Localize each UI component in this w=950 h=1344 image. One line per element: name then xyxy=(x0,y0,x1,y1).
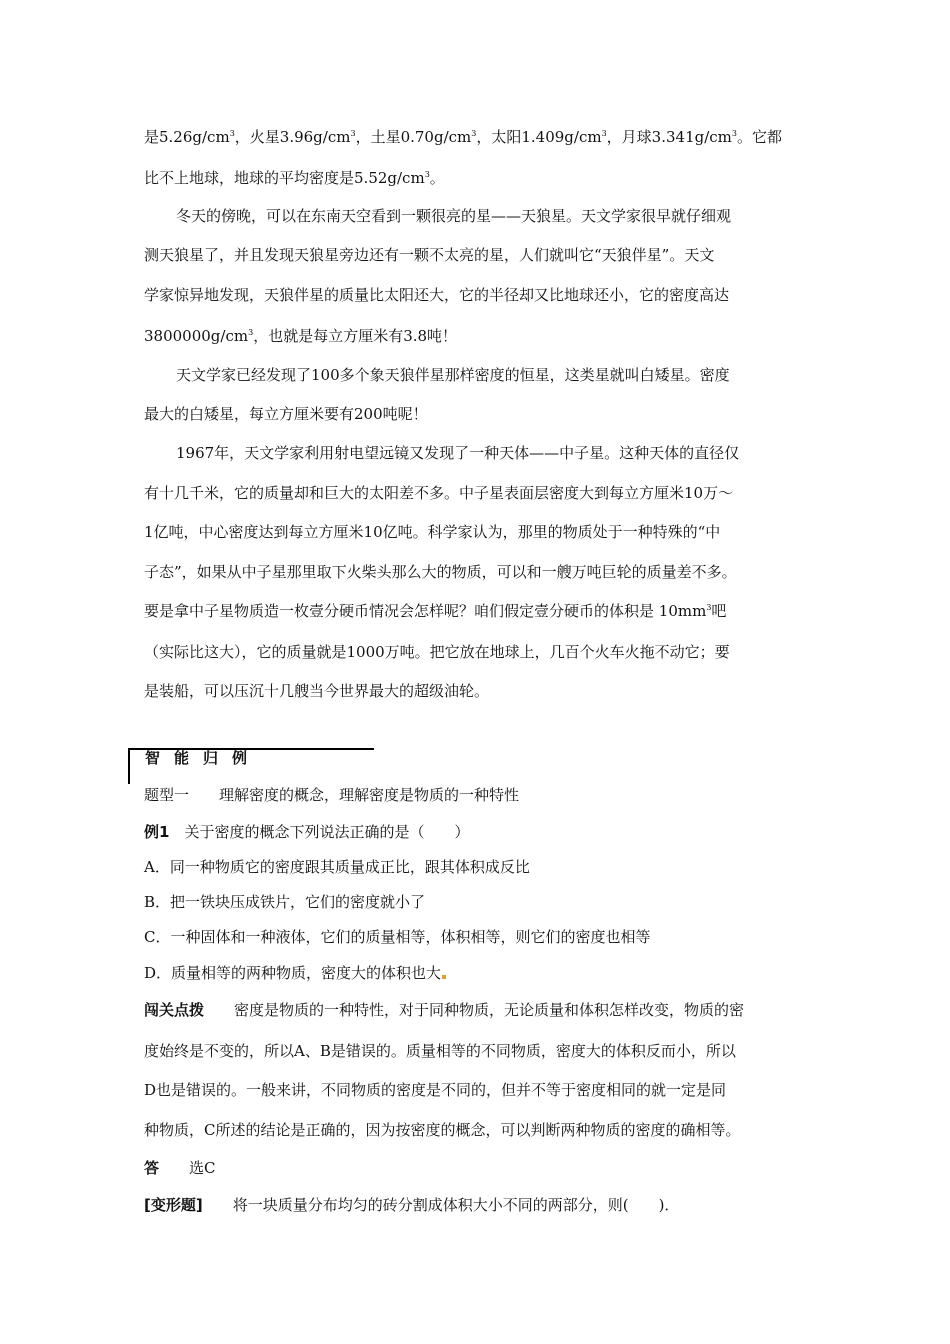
para2-line3: 学家惊异地发现，天狼伴星的质量比太阳还大，它的半径却又比地球还小，它的密度高达 xyxy=(144,286,730,304)
question-type-heading: 题型一 理解密度的概念，理解密度是物质的一种特性 xyxy=(144,786,520,804)
para4-line1: 1967年，天文学家利用射电望远镜又发现了一种天体——中子星。这种天体的直径仅 xyxy=(176,444,740,462)
analysis-line2: 度始终是不变的，所以A、B是错误的。质量相等的不同物质，密度大的体积反而小，所以 xyxy=(144,1042,736,1060)
analysis-line4: 种物质，C所述的结论是正确的，因为按密度的概念，可以判断两种物质的密度的确相等。 xyxy=(144,1121,741,1139)
option-b: B．把一铁块压成铁片，它们的密度就小了 xyxy=(144,893,426,911)
option-a: A．同一种物质它的密度跟其质量成正比，跟其体积成反比 xyxy=(144,858,530,876)
para3-line2: 最大的白矮星，每立方厘米要有200吨呢！ xyxy=(144,405,428,423)
para4-line6: （实际比这大），它的质量就是1000万吨。把它放在地球上，几百个火车火拖不动它；要 xyxy=(144,643,730,661)
example-label: 例1 xyxy=(144,823,170,841)
para4-line3: 1亿吨，中心密度达到每立方厘米10亿吨。科学家认为，那里的物质处于一种特殊的“中 xyxy=(144,523,721,541)
para1-line2: 比不上地球，地球的平均密度是$5.52g/cm^3$。 xyxy=(144,169,445,187)
para4-line5: 要是拿中子星物质造一枚壹分硬币情况会怎样呢？咱们假定壹分硬币的体积是 $10mm^3$吧 xyxy=(144,602,727,620)
answer-line: 答 选C xyxy=(144,1159,216,1177)
para1-line1: 是$5.26g/cm^3$，火星$3.96g/cm^3$，土星$0.70g/cm^3$，太阳$1.409g/cm^3$，月球$3.341g/cm^3$。它都 xyxy=(144,128,783,146)
option-c: C．一种固体和一种液体，它们的质量相等，体积相等，则它们的密度也相等 xyxy=(144,928,651,946)
analysis-line3: D也是错误的。一般来讲，不同物质的密度是不同的，但并不等于密度相同的就一定是同 xyxy=(144,1081,727,1099)
para4-line7: 是装船，可以压沉十几艘当今世界最大的超级油轮。 xyxy=(144,682,490,700)
para2-line4: $3800000g/cm^3$，也就是每立方厘米有3.8吨！ xyxy=(144,327,458,345)
para2-line1: 冬天的傍晚，可以在东南天空看到一颗很亮的星——天狼星。天文学家很早就仔细观 xyxy=(176,207,732,225)
section-title: 智能归例 xyxy=(145,749,262,767)
variant-label: [变形题] xyxy=(144,1196,203,1214)
para3-line1: 天文学家已经发现了100多个象天狼伴星那样密度的恒星，这类星就叫白矮星。密度 xyxy=(176,366,730,384)
example1-stem: 例1 关于密度的概念下列说法正确的是（ ） xyxy=(144,823,470,841)
answer-label: 答 xyxy=(144,1159,160,1177)
variant-question: [变形题] 将一块质量分布均匀的砖分割成体积大小不同的两部分，则( )． xyxy=(144,1196,680,1214)
para2-line2: 测天狼星了，并且发现天狼星旁边还有一颗不太亮的星，人们就叫它“天狼伴星”。天文 xyxy=(144,246,715,264)
para4-line2: 有十几千米，它的质量却和巨大的太阳差不多。中子星表面层密度大到每立方厘米10万～ xyxy=(144,484,734,502)
para4-line4: 子态”，如果从中子星那里取下火柴头那么大的物质，可以和一艘万吨巨轮的质量差不多。 xyxy=(144,563,737,581)
analysis-line1: 闯关点拨 密度是物质的一种特性，对于同种物质，无论质量和体积怎样改变，物质的密 xyxy=(144,1001,745,1019)
option-d: D．质量相等的两种物质，密度大的体积也大 xyxy=(144,963,446,983)
analysis-label: 闯关点拨 xyxy=(144,1001,205,1019)
highlight-mark xyxy=(442,975,446,979)
section-rule-left xyxy=(128,748,130,784)
